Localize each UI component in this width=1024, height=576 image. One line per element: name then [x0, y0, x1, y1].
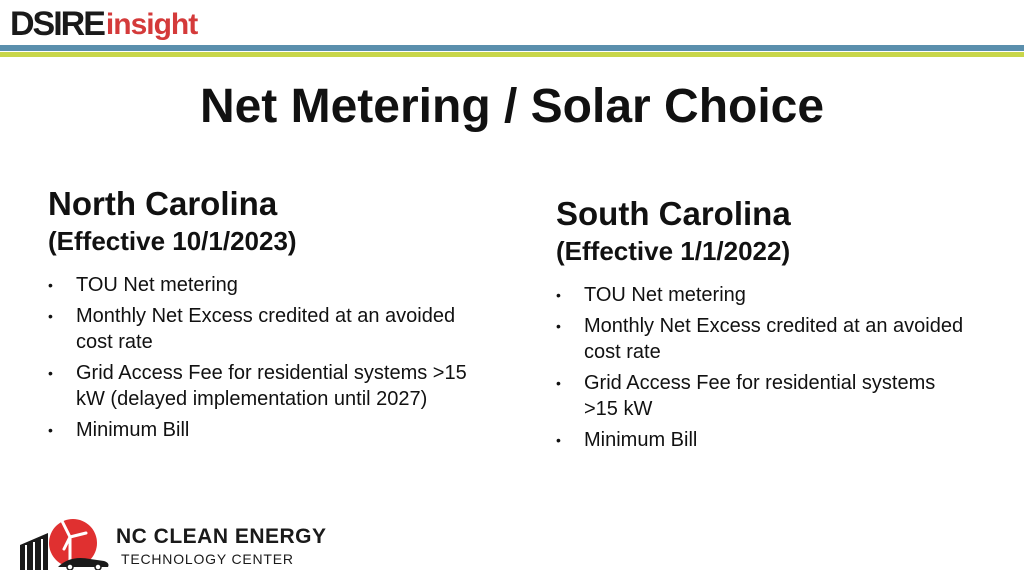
bullet-icon: •: [48, 365, 53, 381]
nc-clean-energy-logo: [18, 515, 327, 570]
logo-line-1: NC CLEAN ENERGY: [116, 525, 327, 548]
list-item-text: Minimum Bill: [76, 419, 190, 441]
state-heading: South Carolina: [556, 195, 791, 232]
header-stripe-blue: [0, 45, 1024, 51]
bullet-icon: •: [48, 422, 53, 438]
bullet-icon: •: [48, 308, 53, 324]
list-item: [556, 370, 964, 422]
bullet-list: [556, 282, 1016, 453]
bullet-list: [48, 272, 508, 443]
list-item: [556, 282, 964, 308]
bullet-icon: •: [556, 318, 561, 334]
list-item: [48, 303, 486, 355]
north-carolina-column: [48, 184, 508, 448]
logo-dsire-text: DSIRE: [10, 5, 104, 43]
list-item: [48, 272, 486, 298]
list-item-text: TOU Net metering: [584, 284, 746, 306]
bullet-icon: •: [556, 375, 561, 391]
list-item-text: Minimum Bill: [584, 429, 698, 451]
south-carolina-column: [556, 194, 1016, 458]
list-item: [556, 427, 964, 453]
logo-line-2: TECHNOLOGY CENTER: [121, 551, 294, 567]
list-item-text: Grid Access Fee for residential systems >15 kW (delayed implementation until 2027): [76, 362, 467, 410]
bullet-icon: •: [556, 287, 561, 303]
list-item: [556, 313, 964, 365]
nc-clean-energy-emblem-icon: [18, 515, 113, 570]
dsire-insight-logo: [10, 4, 197, 44]
logo-insight-text: insight: [105, 8, 198, 41]
list-item-text: Monthly Net Excess credited at an avoided cost rate: [584, 315, 964, 363]
effective-date: (Effective 10/1/2023): [48, 226, 297, 256]
bullet-icon: •: [48, 277, 53, 293]
list-item-text: TOU Net metering: [76, 274, 238, 296]
list-item-text: Grid Access Fee for residential systems >15 kW: [584, 372, 936, 420]
header-stripe-green: [0, 52, 1024, 57]
list-item-text: Monthly Net Excess credited at an avoided cost rate: [76, 305, 456, 353]
bullet-icon: •: [556, 432, 561, 448]
list-item: [48, 360, 486, 412]
state-heading: North Carolina: [48, 185, 278, 222]
slide-title: Net Metering / Solar Choice: [199, 80, 825, 133]
effective-date: (Effective 1/1/2022): [556, 236, 791, 266]
list-item: [48, 417, 486, 443]
